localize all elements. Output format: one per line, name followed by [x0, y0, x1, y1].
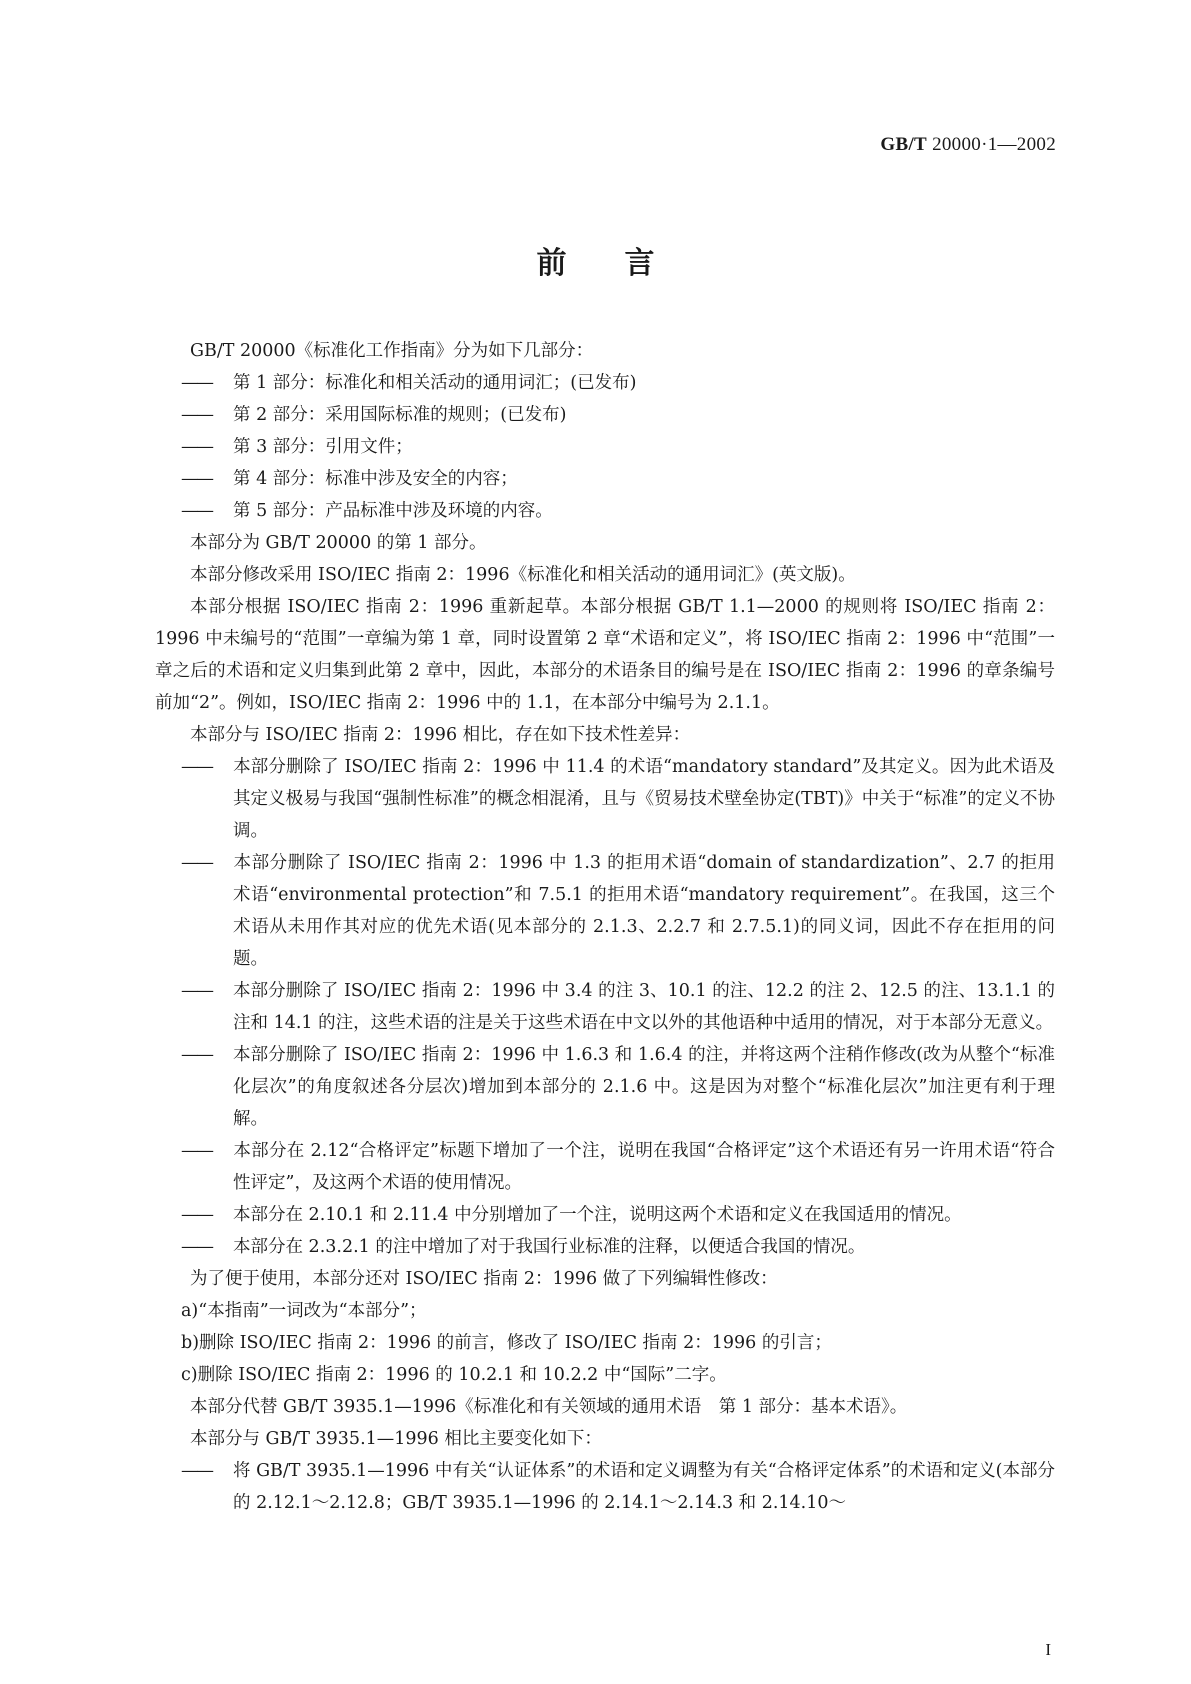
edit-item: c)删除 ISO/IEC 指南 2：1996 的 10.2.1 和 10.2.2 中“国际”二字。	[181, 1365, 727, 1385]
intro-paragraph: GB/T 20000《标准化工作指南》分为如下几部分：	[190, 341, 594, 361]
paragraph: 本部分代替 GB/T 3935.1—1996《标准化和有关领域的通用术语 第 1 部分：基本术语》。	[190, 1397, 908, 1417]
standard-prefix: GB/T	[880, 134, 928, 155]
part-item: —— 第 3 部分：引用文件；	[181, 437, 413, 457]
document-body	[155, 335, 1055, 1519]
part-item: —— 第 2 部分：采用国际标准的规则；(已发布)	[181, 405, 567, 425]
paragraph: 本部分与 GB/T 3935.1—1996 相比主要变化如下：	[190, 1429, 602, 1449]
difference-item: —— 本部分删除了 ISO/IEC 指南 2：1996 中 1.6.3 和 1.6.4 的注，并将这两个注稍作修改(改为从整个“标准化层次”的角度叙述各分层次)增加到本部分的 2.1.6 中。这是因为对整个“标准化层次”加注更有利于理解。	[181, 1045, 1055, 1129]
standard-number	[880, 134, 1056, 156]
part-item: —— 第 5 部分：产品标准中涉及环境的内容。	[181, 501, 553, 521]
change-item: —— 将 GB/T 3935.1—1996 中有关“认证体系”的术语和定义调整为有关“合格评定体系”的术语和定义(本部分的 2.12.1～2.12.8；GB/T 3935.1—1996 的 2.14.1～2.14.3 和 2.14.10～	[181, 1461, 1055, 1513]
difference-item: —— 本部分删除了 ISO/IEC 指南 2：1996 中 11.4 的术语“mandatory standard”及其定义。因为此术语及其定义极易与我国“强制性标准”的概念相混淆，且与《贸易技术壁垒协定(TBT)》中关于“标准”的定义不协调。	[181, 757, 1055, 841]
difference-item: —— 本部分在 2.12“合格评定”标题下增加了一个注，说明在我国“合格评定”这个术语还有另一许用术语“符合性评定”，及这两个术语的使用情况。	[181, 1141, 1055, 1193]
page-number: I	[1045, 1640, 1051, 1659]
paragraph: 本部分为 GB/T 20000 的第 1 部分。	[190, 533, 487, 553]
edit-item: a)“本指南”一词改为“本部分”；	[181, 1301, 427, 1321]
standard-code: 20000·1—2002	[927, 134, 1056, 155]
paragraph: 本部分修改采用 ISO/IEC 指南 2：1996《标准化和相关活动的通用词汇》(英文版)。	[190, 565, 856, 585]
difference-item: —— 本部分在 2.10.1 和 2.11.4 中分别增加了一个注，说明这两个术语和定义在我国适用的情况。	[181, 1205, 962, 1225]
part-item: —— 第 4 部分：标准中涉及安全的内容；	[181, 469, 518, 489]
edit-item: b)删除 ISO/IEC 指南 2：1996 的前言，修改了 ISO/IEC 指南 2：1996 的引言；	[181, 1333, 832, 1353]
page-title: 前言	[536, 246, 713, 281]
difference-item: —— 本部分删除了 ISO/IEC 指南 2：1996 中 3.4 的注 3、10.1 的注、12.2 的注 2、12.5 的注、13.1.1 的注和 14.1 的注，这些术语的注是关于这些术语在中文以外的其他语种中适用的情况，对于本部分无意义。	[181, 981, 1055, 1033]
paragraph: 为了便于使用，本部分还对 ISO/IEC 指南 2：1996 做了下列编辑性修改：	[190, 1269, 778, 1289]
part-item: —— 第 1 部分：标准化和相关活动的通用词汇；(已发布)	[181, 373, 637, 393]
paragraph: 本部分与 ISO/IEC 指南 2：1996 相比，存在如下技术性差异：	[190, 725, 691, 745]
difference-item: —— 本部分在 2.3.2.1 的注中增加了对于我国行业标准的注释，以便适合我国的情况。	[181, 1237, 866, 1257]
difference-item: —— 本部分删除了 ISO/IEC 指南 2：1996 中 1.3 的拒用术语“domain of standardization”、2.7 的拒用术语“environmental protection”和 7.5.1 的拒用术语“mandatory requirement”。在我国，这三个术语从未用作其对应的优先术语(见本部分的 2.1.3、2.2.7 和 2.7.5.1)的同义词，因此不存在拒用的问题。	[181, 853, 1055, 969]
paragraph: 本部分根据 ISO/IEC 指南 2：1996 重新起草。本部分根据 GB/T 1.1—2000 的规则将 ISO/IEC 指南 2：1996 中未编号的“范围”一章编为第 1 章，同时设置第 2 章“术语和定义”，将 ISO/IEC 指南 2：1996 中“范围”一章之后的术语和定义归集到此第 2 章中，因此，本部分的术语条目的编号是在 ISO/IEC 指南 2：1996 的章条编号前加“2”。例如，ISO/IEC 指南 2：1996 中的 1.1，在本部分中编号为 2.1.1。	[155, 597, 1055, 713]
